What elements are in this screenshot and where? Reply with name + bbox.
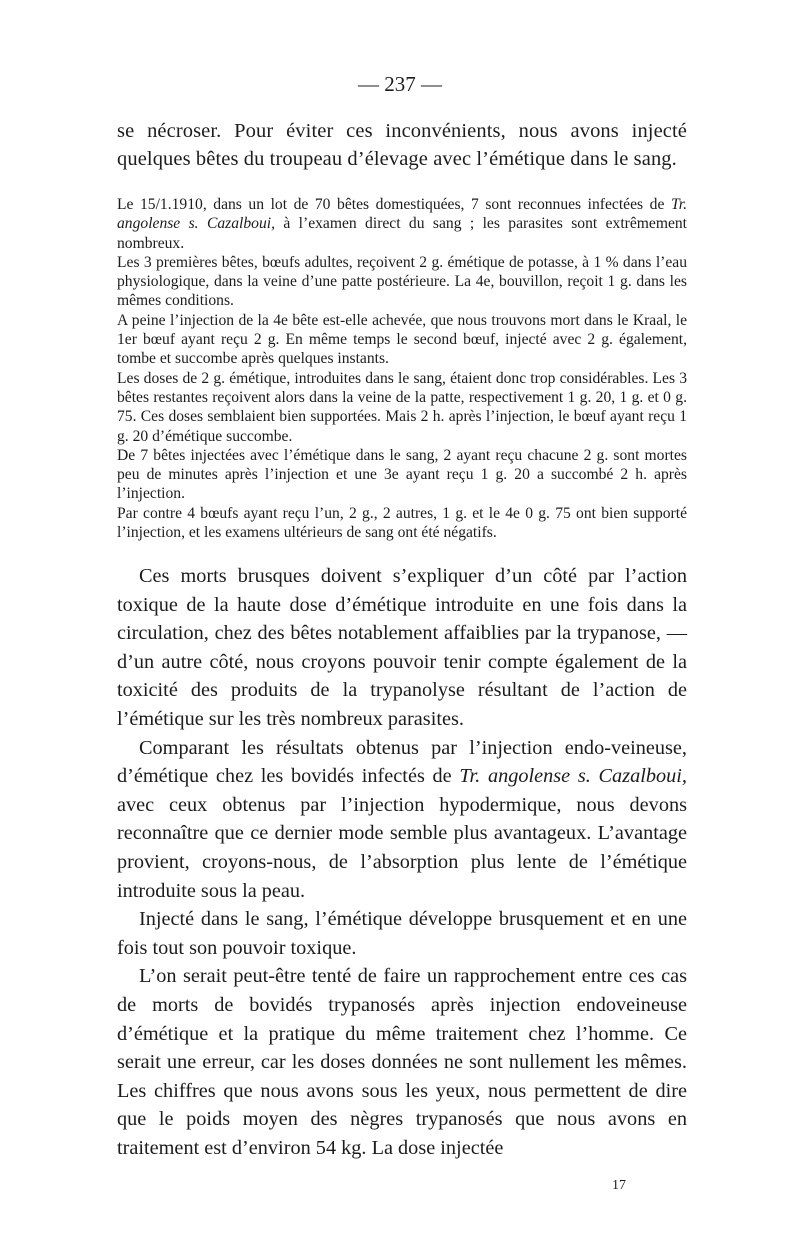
observation-note bbox=[117, 195, 687, 542]
note-paragraph: De 7 bêtes injectées avec l’émétique dans le sang, 2 ayant reçu chacune 2 g. sont mortes peu de minutes après l’injection et une 3e ayant reçu 1 g. 20 a succombé 2 h. après l’injection. bbox=[117, 446, 687, 503]
page-number: — 237 — bbox=[358, 72, 442, 96]
note-paragraph: A peine l’injection de la 4e bête est-elle achevée, que nous trouvons mort dans le Kraal, le 1er bœuf ayant reçu 2 g. En même temps le second bœuf, injecté avec 2 g. également, tombe et succombe après quelques instants. bbox=[117, 311, 687, 368]
note-paragraph bbox=[117, 195, 687, 253]
note-paragraph: Les doses de 2 g. émétique, introduites dans le sang, étaient donc trop considérables. Les 3 bêtes restantes reçoivent alors dans la veine de la patte, respectivement 1 g. 20, 1 g. et 0 g. 75. Ces doses semblaient bien supportées. Mais 2 h. après l’injection, le bœuf ayant reçu 1 g. 20 d’émétique succombe. bbox=[117, 369, 687, 445]
body-paragraph: L’on serait peut-être tenté de faire un rapprochement entre ces cas de morts de bovidés trypanosés après injection endoveineuse d’émétique et la pratique du même traitement chez l’homme. Ce serait une erreur, car les doses données ne sont nullement les mêmes. Les chiffres que nous avons sous les yeux, nous permettent de dire que le poids moyen des nègres trypanosés que nous avons en traitement est d’environ 54 kg. La dose injectée bbox=[117, 965, 687, 1159]
body-text: avec ceux obtenus par l’injection hypodermique, nous devons reconnaître que ce dernier mode semble plus avantageux. L’avantage provient, croyons-nous, de l’absorption plus lente de l’émétique introduite sous la peau. bbox=[117, 793, 687, 902]
body-text: Comparant les résultats obtenus par l’injection endo-veineuse, d’émétique chez les bovidés infectés de bbox=[117, 736, 687, 788]
note-text: Le 15/1.1910, dans un lot de 70 bêtes domestiquées, 7 sont reconnues infectées de bbox=[117, 196, 671, 213]
note-paragraph: Par contre 4 bœufs ayant reçu l’un, 2 g., 2 autres, 1 g. et le 4e 0 g. 75 ont bien supporté l’injection, et les examens ultérieurs de sang ont été négatifs. bbox=[117, 504, 687, 542]
body-paragraph: Injecté dans le sang, l’émétique développe brusquement et en une fois tout son pouvoir toxique. bbox=[117, 908, 687, 959]
body-species-italic: Tr. angolense s. Cazalboui, bbox=[459, 765, 687, 788]
note-text: à l’examen direct du sang ; les parasites sont extrêmement nombreux. bbox=[117, 215, 687, 252]
body-paragraph bbox=[117, 734, 687, 906]
intro-paragraph: se nécroser. Pour éviter ces inconvénients, nous avons injecté quelques bêtes du troupeau d’élevage avec l’émétique dans le sang. bbox=[117, 120, 687, 170]
signature-mark: 17 bbox=[612, 1178, 626, 1193]
main-text bbox=[117, 562, 687, 1162]
note-paragraph: Les 3 premières bêtes, bœufs adultes, reçoivent 2 g. émétique de potasse, à 1 % dans l’eau physiologique, dans la veine d’une patte postérieure. La 4e, bouvillon, reçoit 1 g. dans les mêmes conditions. bbox=[117, 253, 687, 310]
body-paragraph: Ces morts brusques doivent s’expliquer d’un côté par l’action toxique de la haute dose d’émétique introduite en une fois dans la circulation, chez des bêtes notablement affaiblies par la trypanose, — d’un autre côté, nous croyons pouvoir tenir compte également de la toxicité des produits de la trypanolyse résultant de l’action de l’émétique sur les très nombreux parasites. bbox=[117, 565, 687, 730]
note-species-italic: Tr. angolense s. Cazalboui, bbox=[117, 196, 687, 233]
